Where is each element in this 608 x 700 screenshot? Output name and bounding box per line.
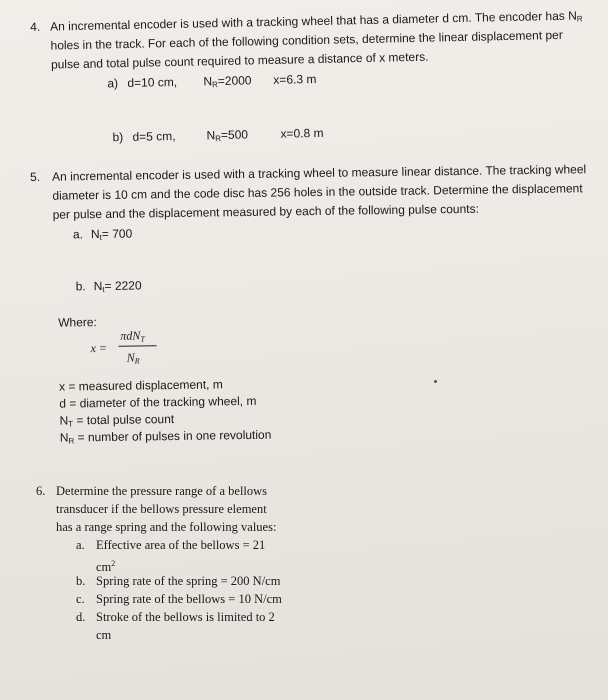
question-4b-holes bbox=[206, 125, 248, 148]
question-6a-text: Effective area of the bellows = 21 bbox=[96, 538, 266, 552]
question-4-line-3: pulse and total pulse count required to measure a distance of x meters. bbox=[50, 49, 429, 72]
question-4a-n: N bbox=[203, 74, 213, 89]
question-4-nr-subscript: R bbox=[576, 14, 583, 24]
question-4a-n-sub: R bbox=[212, 80, 218, 90]
question-6 bbox=[36, 482, 356, 642]
definition-nt-text: = total pulse count bbox=[72, 412, 175, 428]
displacement-formula bbox=[90, 326, 171, 367]
question-6d-text: Stroke of the bellows is limited to 2 bbox=[96, 610, 275, 624]
question-6d-label: d. bbox=[76, 610, 86, 624]
question-4b-diameter: d=5 cm, bbox=[132, 128, 176, 144]
question-4a-distance: x=6.3 m bbox=[273, 72, 317, 87]
definition-nt-sub: T bbox=[68, 419, 74, 429]
question-5-number: 5. bbox=[30, 169, 41, 184]
stray-mark bbox=[434, 380, 437, 383]
question-4-line-2: holes in the track. For each of the following condition sets, determine the linear displacement per bbox=[50, 27, 563, 53]
question-6-line-3: has a range spring and the following values: bbox=[56, 520, 277, 534]
question-6a-unit-sup: 2 bbox=[111, 559, 116, 568]
question-5-line-2: diameter is 10 cm and the code disc has 256 holes in the outside track. Determine the displacement bbox=[52, 181, 583, 203]
formula-denominator-text: N bbox=[126, 350, 135, 365]
formula-denominator bbox=[127, 348, 140, 370]
question-4a-diameter: d=10 cm, bbox=[127, 74, 178, 90]
question-4b-n: N bbox=[206, 128, 216, 143]
question-5b-count bbox=[94, 276, 142, 299]
question-5b-label: b. bbox=[75, 279, 86, 294]
definition-d-text: = diameter of the tracking wheel, m bbox=[65, 393, 257, 411]
question-4b-n-value: =500 bbox=[220, 127, 249, 143]
definition-nr bbox=[60, 426, 272, 451]
question-5b-n: N bbox=[93, 279, 103, 294]
question-6-line-1: Determine the pressure range of a bellows bbox=[56, 484, 268, 498]
question-4b-n-sub: R bbox=[215, 134, 222, 144]
definition-nr-sub: R bbox=[68, 436, 75, 446]
question-6a-label: a. bbox=[76, 538, 85, 552]
question-6c-text: Spring rate of the bellows = 10 N/cm bbox=[96, 592, 282, 606]
question-6c-label: c. bbox=[76, 592, 85, 606]
question-5a-n-sub: t bbox=[99, 233, 102, 243]
question-5a-n: N bbox=[90, 227, 100, 242]
question-6a-unit-text: cm bbox=[96, 560, 112, 574]
formula-denominator-sub: R bbox=[134, 356, 140, 366]
question-5a-value: = 700 bbox=[101, 226, 133, 242]
definition-x-symbol: x bbox=[58, 379, 66, 394]
question-4-number: 4. bbox=[30, 19, 41, 34]
question-4-line-1-text: An incremental encoder is used with a tracking wheel that has a diameter d cm. The encoder has N bbox=[50, 8, 577, 34]
formula-numerator-sub: T bbox=[140, 334, 145, 344]
variable-definitions bbox=[58, 373, 419, 446]
definition-nr-symbol: N bbox=[59, 430, 69, 445]
definition-nr-text: = number of pulses in one revolution bbox=[74, 427, 272, 445]
definition-x-text: = measured displacement, m bbox=[64, 377, 223, 394]
question-6b-label: b. bbox=[76, 574, 86, 588]
definition-nt-symbol: N bbox=[59, 413, 69, 428]
formula-numerator-text: πdN bbox=[120, 328, 141, 343]
formula-lhs: x = bbox=[90, 340, 108, 356]
question-5a-label: a. bbox=[72, 227, 84, 242]
question-6-number: 6. bbox=[36, 484, 46, 498]
question-4a-n-value: =2000 bbox=[217, 73, 252, 89]
question-5 bbox=[30, 160, 594, 448]
question-4b-label: b) bbox=[112, 130, 124, 145]
definition-d-symbol: d bbox=[59, 396, 67, 411]
where-label: Where: bbox=[58, 315, 97, 330]
question-6d-unit: cm bbox=[96, 628, 112, 642]
question-4a-holes bbox=[203, 71, 252, 94]
question-5-line-1: An incremental encoder is used with a tracking wheel to measure linear distance. The tracking wheel bbox=[52, 162, 587, 184]
question-5-line-3: per pulse and the displacement measured by each of the following pulse counts: bbox=[52, 201, 479, 222]
question-5b-value: = 2220 bbox=[104, 278, 142, 293]
question-4 bbox=[30, 6, 593, 158]
question-4b-distance: x=0.8 m bbox=[280, 125, 324, 141]
question-4a-label: a) bbox=[107, 76, 119, 91]
question-6-line-2: transducer if the bellows pressure element bbox=[56, 502, 267, 516]
question-6b-text: Spring rate of the spring = 200 N/cm bbox=[96, 574, 281, 588]
question-5b-n-sub: t bbox=[102, 284, 105, 295]
question-5a-count bbox=[91, 225, 133, 248]
